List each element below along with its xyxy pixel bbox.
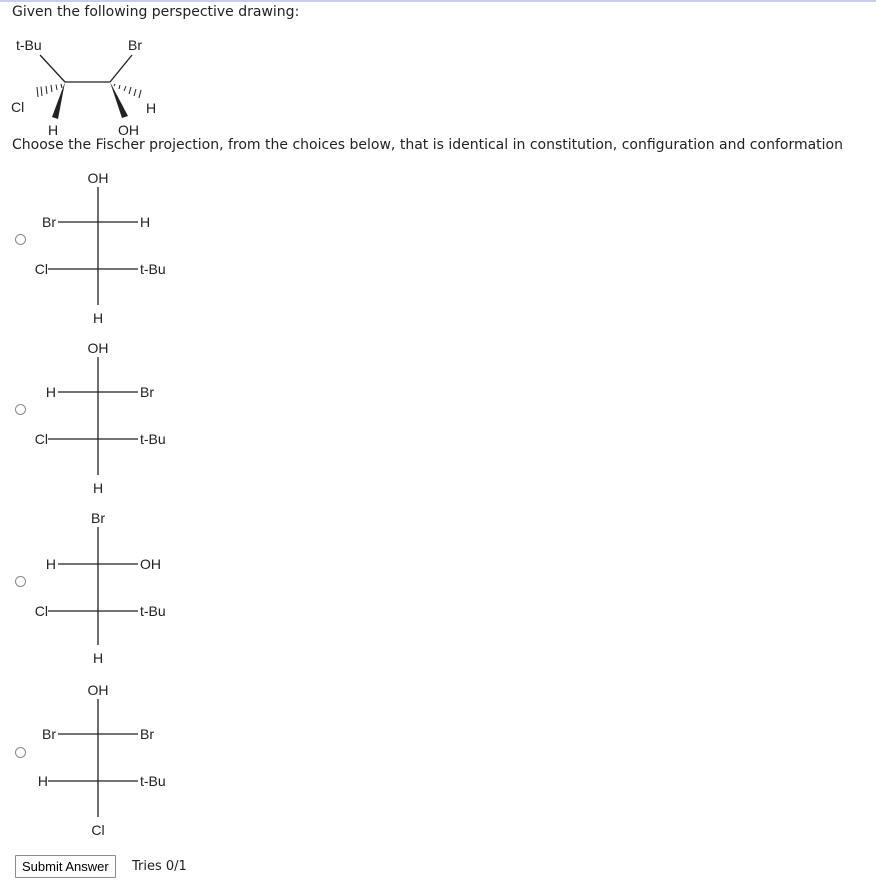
perspective-left-bottom: H — [48, 122, 59, 138]
choice-3-lower-left: Cl — [34, 603, 48, 619]
choice-1-lower-right: t-Bu — [140, 261, 166, 277]
top-divider — [0, 0, 876, 2]
choice-1-upper-left: Br — [42, 214, 56, 230]
choice-4-lower-left: H — [37, 773, 48, 789]
choice-1-fischer — [30, 165, 200, 330]
choice-1-lower-left: Cl — [34, 261, 48, 277]
choice-1-radio[interactable] — [15, 234, 26, 245]
choice-2-radio[interactable] — [15, 404, 26, 415]
tries-counter: Tries 0/1 — [132, 859, 187, 874]
choice-3-upper-right: OH — [140, 556, 161, 572]
choice-3-radio[interactable] — [15, 576, 26, 587]
choice-2-upper-left: H — [45, 384, 56, 400]
choice-4-upper-right: Br — [140, 726, 154, 742]
perspective-drawing — [0, 30, 220, 140]
choice-4-top: OH — [87, 682, 109, 698]
perspective-right-wedge: H — [146, 100, 157, 116]
perspective-right-bottom: OH — [118, 122, 139, 138]
choice-2-top: OH — [87, 340, 109, 356]
choice-3-lower-right: t-Bu — [140, 603, 166, 619]
choice-2-upper-right: Br — [140, 384, 154, 400]
choice-3-top: Br — [91, 510, 105, 526]
perspective-left-top: t-Bu — [16, 37, 42, 53]
choice-4-radio[interactable] — [15, 747, 26, 758]
choice-2-fischer — [30, 335, 200, 500]
choice-3-fischer — [30, 505, 200, 670]
choice-3-upper-left: H — [45, 556, 56, 572]
perspective-left-wedge: Cl — [11, 99, 25, 115]
choice-4-upper-left: Br — [42, 726, 56, 742]
choice-1-bottom: H — [92, 310, 104, 326]
choice-2-bottom: H — [92, 480, 104, 496]
submit-answer-button[interactable]: Submit Answer — [15, 855, 116, 878]
choice-4-bottom: Cl — [91, 822, 105, 838]
question-intro: Given the following perspective drawing: — [12, 4, 300, 20]
choice-4-fischer — [30, 677, 200, 842]
choice-2-lower-left: Cl — [34, 431, 48, 447]
choice-4-lower-right: t-Bu — [140, 773, 166, 789]
choice-1-top: OH — [87, 170, 109, 186]
choice-3-bottom: H — [92, 650, 104, 666]
choice-2-lower-right: t-Bu — [140, 431, 166, 447]
perspective-right-top: Br — [128, 37, 142, 53]
choice-1-upper-right: H — [140, 214, 151, 230]
question-prompt: Choose the Fischer projection, from the choices below, that is identical in constitution, configuration and conformation — [12, 137, 843, 153]
